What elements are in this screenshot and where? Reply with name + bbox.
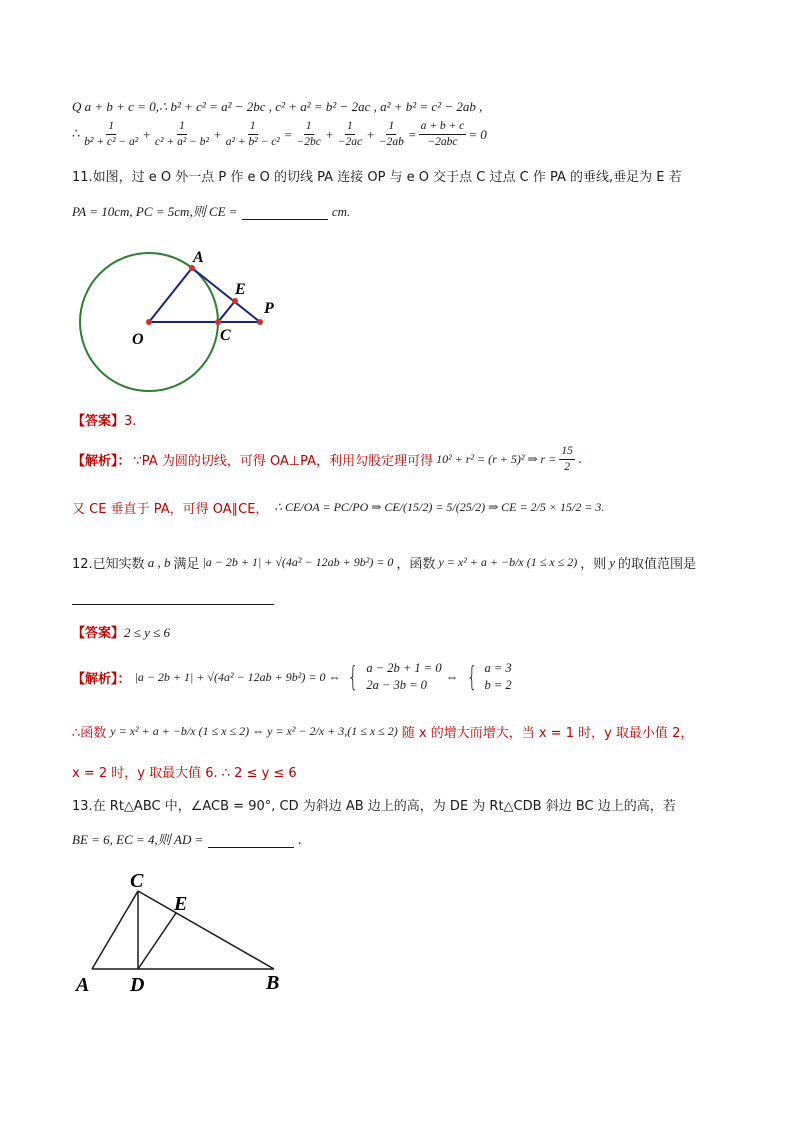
frac-3: $\frac{1}{\text{a² + b² − c²}}$ (225, 120, 280, 148)
label-b: B (266, 972, 280, 994)
point-o (146, 319, 152, 325)
label-c: C (220, 327, 231, 344)
segment-ap (192, 268, 260, 322)
segment-de (138, 913, 176, 969)
label-c: C (130, 870, 144, 892)
label-e: E (174, 893, 188, 915)
point-p (257, 319, 263, 325)
frac-6: $\frac{1}{-2ab}$ (378, 120, 404, 148)
q13-line-2: BE = 6, EC = 4,则 AD = . (72, 832, 302, 848)
q11-analysis-2: 又 CE 垂直于 PA，可得 OA∥CE， ∴ CE/OA = PC/PO ⇒ CE/(15/2) = 5/(25/2) ⇒ CE = 2/5 × 15/2 = 3. (72, 500, 605, 517)
q11-line-1: 11.如图，过 e O 外一点 P 作 e O 的切线 PA 连接 OP 与 e O 交于点 C 过点 C 作 PA 的垂线,垂足为 E 若 (72, 170, 682, 185)
therefore-symbol: ∴ (72, 127, 81, 142)
frac-7: $\frac{a + b + c}{\text{−2abc}}$ (420, 120, 465, 148)
q12-analysis-3: x = 2 时，y 取最大值 6. ∴ 2 ≤ y ≤ 6 (72, 766, 297, 781)
q12-answer-blank[interactable] (72, 590, 274, 605)
label-o: O (132, 331, 144, 348)
q12-line-1: 12.已知实数 a , b 满足 |a − 2b + 1| + √(4a² − 12ab + 9b²) = 0 ，函数 y = x² + a + −b/x (1 ≤ x ≤ 2) ，则 y 的取值范围是 (72, 554, 697, 572)
frac-1: $\frac{1}{\text{b² + c² − a²}}$ (84, 120, 139, 148)
q13-figure (70, 865, 300, 1000)
frac-5: $\frac{1}{-2ac}$ (337, 120, 363, 148)
q12-analysis-2: ∴函数 y = x² + a + −b/x (1 ≤ x ≤ 2) ⇔ y = x² − 2/x + 3,(1 ≤ x ≤ 2) 随 x 的增大而增大，当 x = 1 时，y 取最小值 2， (72, 724, 694, 741)
segment-ce (218, 301, 235, 322)
q12-answer: 【答案】2 ≤ y ≤ 6 (72, 625, 171, 641)
q11-figure (70, 240, 290, 400)
label-d: D (130, 974, 145, 996)
segment-cb (138, 891, 274, 969)
frac-4: $\frac{1}{-2bc}$ (296, 120, 321, 148)
label-p: P (264, 300, 274, 317)
intro-line-1: Q a + b + c = 0,∴ b² + c² = a² − 2bc , c² + a² = b² − 2ac , a² + b² = c² − 2ab , (72, 99, 483, 114)
label-a: A (76, 974, 90, 996)
frac-2: $\frac{1}{\text{c² + a² − b²}}$ (155, 120, 209, 148)
label-e: E (235, 281, 246, 298)
q12-analysis-1: 【解析】： |a − 2b + 1| + √(4a² − 12ab + 9b²) = 0 ⇔ { a − 2b + 1 = 0 2a − 3b = 0 ⇔ { a = 3 b = 2 (72, 660, 512, 693)
intro-line-2: ∴ $\frac{1}{\text{b² + c² − a²}}$ + $\frac{1}{\text{c² + a² − b²}}$ + $\frac{1}{\text{a² + b² − c²}}$ = $\frac{1}{-2bc}$ + $\frac{1}{-2ac}$ + $\frac{1}{-2ab}$ = $\frac{a + b + c}{\text{−2abc}}$ = 0 (72, 120, 487, 148)
segment-ac (92, 891, 138, 969)
q11-line-2: PA = 10cm, PC = 5cm,则 CE = cm. (72, 204, 351, 219)
q11-answer-blank[interactable] (242, 205, 328, 220)
q11-analysis-1: 【解析】： ∵PA 为圆的切线，可得 OA⊥PA，利用勾股定理可得 10² + r² = (r + 5)² ⇒ r = $\frac{15}{2}$ . (72, 445, 582, 473)
q11-answer: 【答案】3. (72, 414, 137, 429)
point-c (215, 319, 221, 325)
label-a: A (193, 249, 204, 266)
q13-answer-blank[interactable] (208, 833, 294, 848)
segment-oa (149, 268, 192, 322)
q13-line-1: 13.在 Rt△ABC 中，∠ACB = 90°, CD 为斜边 AB 边上的高，为 DE 为 Rt△CDB 斜边 BC 边上的高，若 (72, 799, 676, 814)
point-e (232, 298, 238, 304)
